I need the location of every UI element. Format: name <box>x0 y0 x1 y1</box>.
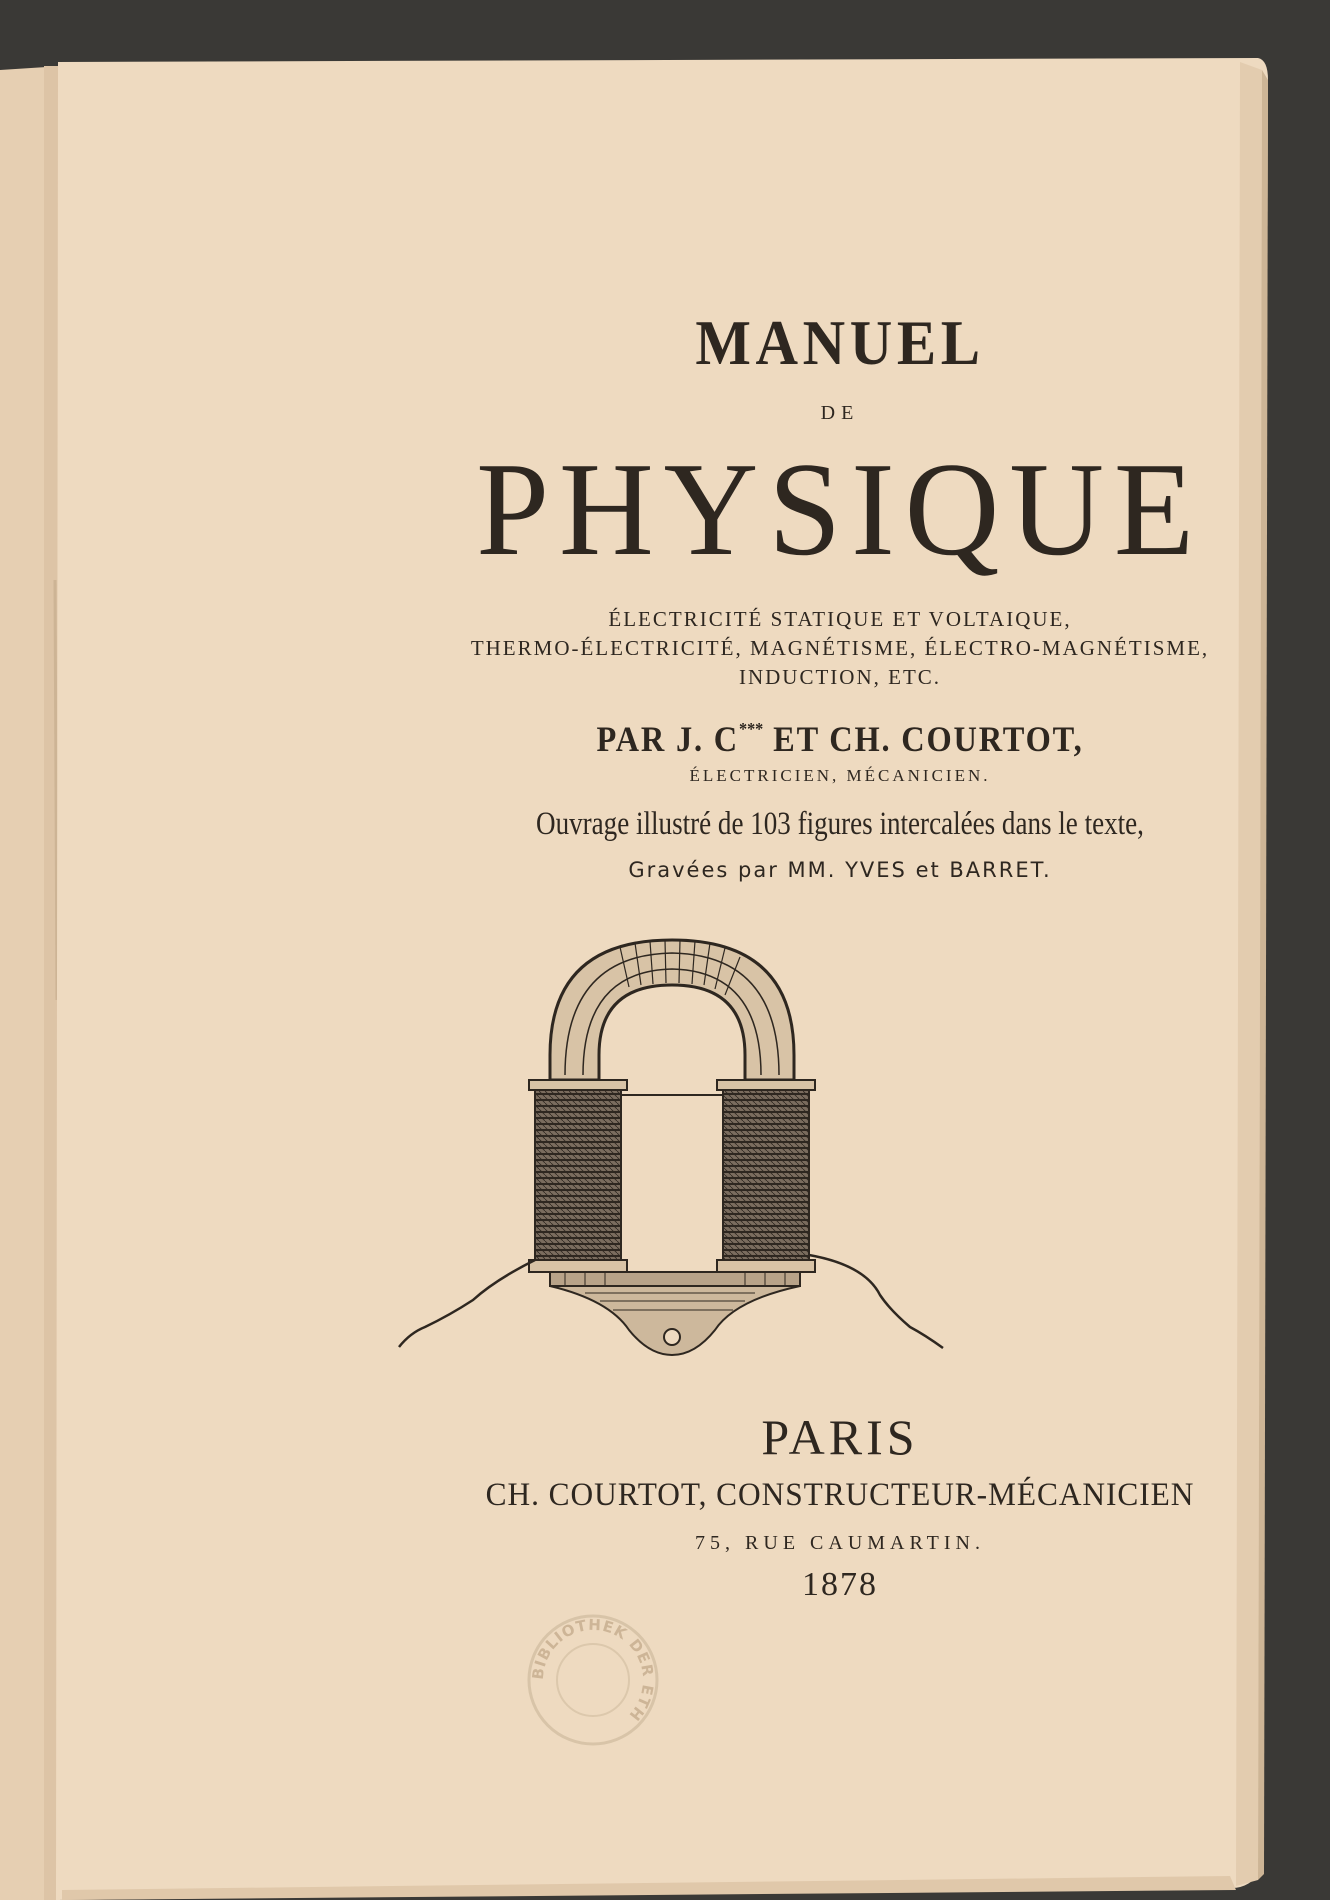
illustration-note: Ouvrage illustré de 103 figures intercalées dans le texte, <box>536 806 1144 842</box>
title-de: DE <box>820 402 860 424</box>
authors-suffix: ET CH. COURTOT, <box>763 719 1084 759</box>
title-manuel: MANUEL <box>695 307 985 378</box>
engravers-line: Gravées par MM. YVES et BARRET. <box>628 858 1052 882</box>
authors-line <box>354 718 1326 760</box>
svg-text:BIBLIOTHEK DER ETH: BIBLIOTHEK DER ETH <box>528 1615 658 1725</box>
imprint-address: 75, RUE CAUMARTIN. <box>695 1532 985 1554</box>
electromagnet-engraving-icon <box>395 935 955 1370</box>
imprint-publisher: CH. COURTOT, CONSTRUCTEUR-MÉCANICIEN <box>485 1477 1195 1513</box>
title-physique: PHYSIQUE <box>476 435 1204 583</box>
authors-prefix: PAR J. C <box>596 719 739 759</box>
subject-line: THERMO-ÉLECTRICITÉ, MAGNÉTISME, ÉLECTRO-MAGNÉTISME, <box>470 636 1210 660</box>
author-roles: ÉLECTRICIEN, MÉCANICIEN. <box>689 766 991 785</box>
subject-line: ÉLECTRICITÉ STATIQUE ET VOLTAIQUE, <box>608 607 1072 631</box>
library-stamp-icon <box>523 1610 663 1750</box>
imprint-year: 1878 <box>802 1566 878 1603</box>
imprint-city: PARIS <box>761 1409 919 1465</box>
authors-asterisks: *** <box>738 718 764 739</box>
subject-line: INDUCTION, ETC. <box>738 665 942 689</box>
